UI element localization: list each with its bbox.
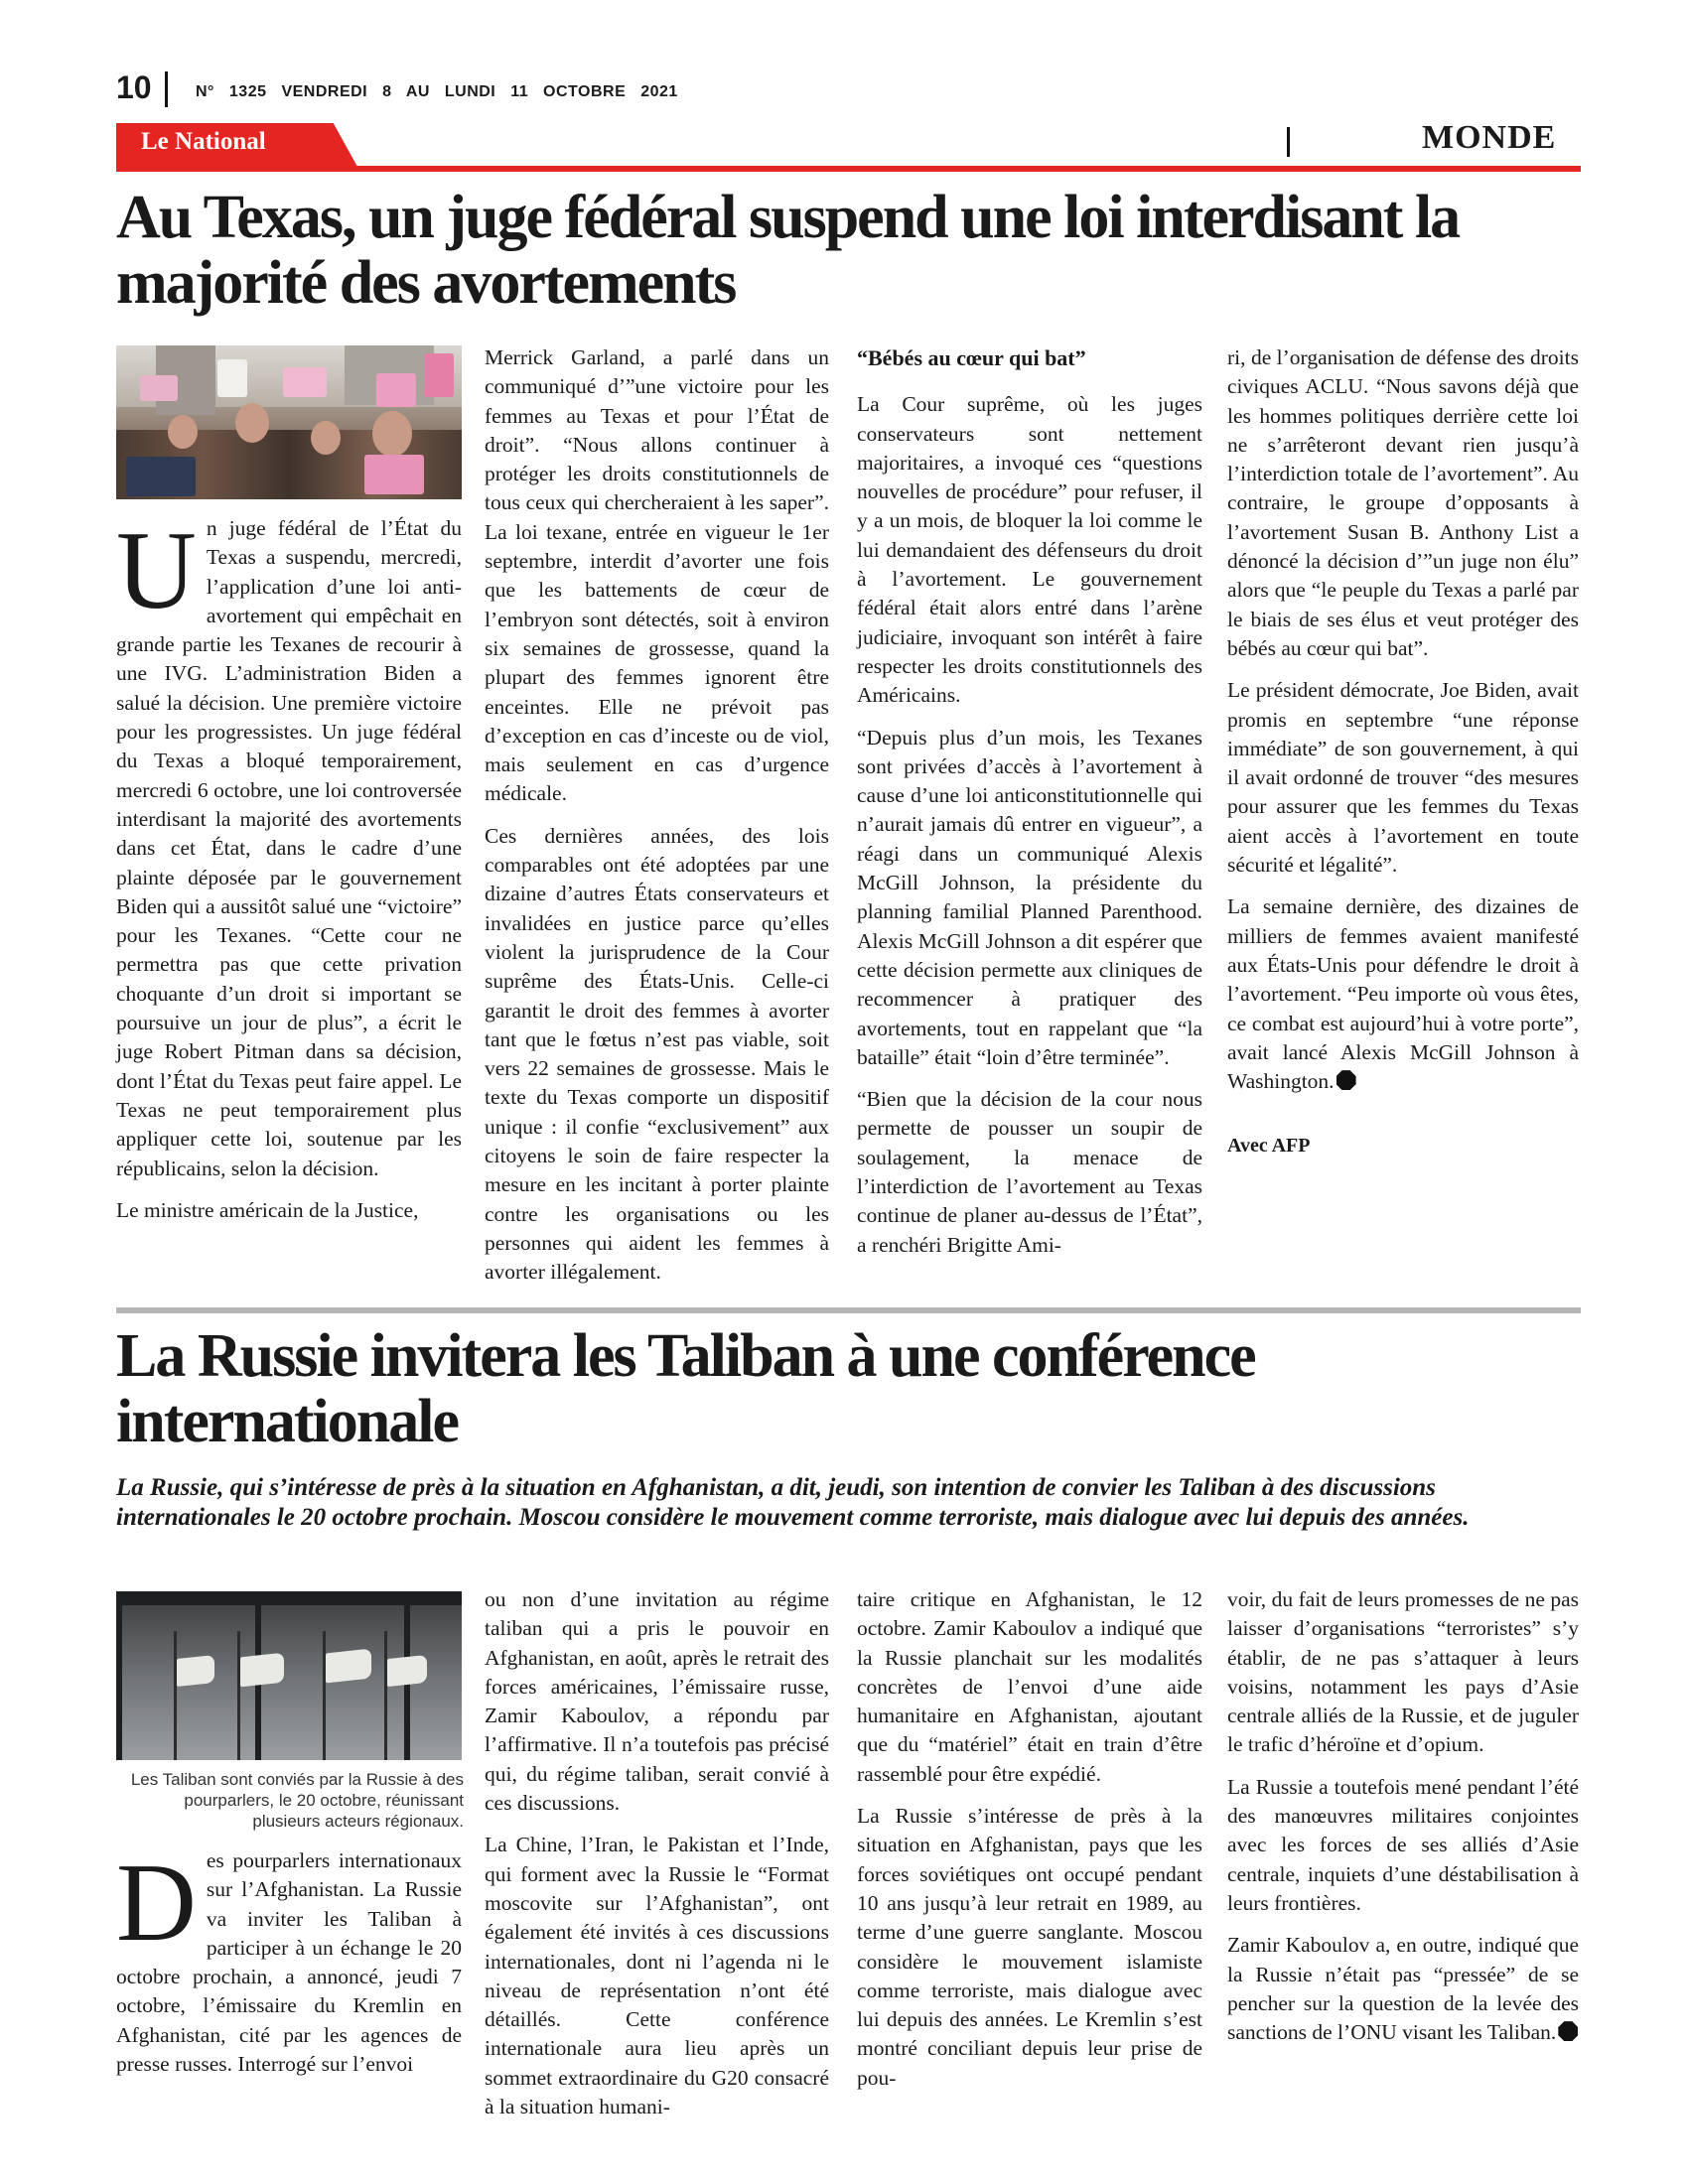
- paragraph: ou non d’une invitation au régime taliban qui a pris le pouvoir en Afghanistan, en août, après le retrait des forces américaines, l’émissaire russe, Zamir Kaboulov, a répondu par l’affirmative. Il n’a toutefois pas précisé qui, du régime taliban, serait convié à ces discussions.: [485, 1587, 829, 1816]
- paragraph: La semaine dernière, des dizaines de milliers de femmes avaient manifesté aux États-Unis pour défendre le droit à l’avortement. “Peu importe où vous êtes, ce combat est aujourd’hui à votre porte”, avait lancé Alexis McGill Johnson à Washington.: [1227, 894, 1579, 1094]
- page-number-divider: [165, 71, 168, 107]
- paragraph: La Chine, l’Iran, le Pakistan et l’Inde, qui forment avec la Russie le “Format moscovite sur l’Afghanistan”, ont également été invités à ces discussions internationales, dont ni l’agenda ni le niveau de représentation n’ont été détaillés. Cette conférence internationale aura lieu après un sommet extraordinaire du G20 consacré à la situation humani-: [485, 1833, 829, 2119]
- paragraph: voir, du fait de leurs promesses de ne pas laisser d’organisations “terroristes” s’y établir, de ne pas s’attaquer à leurs voisins, notamment les pays d’Asie centrale alliés de la Russie, et de juguler le trafic d’héroïne et d’opium.: [1227, 1587, 1579, 1757]
- paragraph: “Bien que la décision de la cour nous permette de pousser un soupir de soulagement, la menace de l’interdiction de l’avortement au Texas continue de planer au-dessus de l’État”, a renchéri Brigitte Ami-: [857, 1087, 1202, 1257]
- article2-headline: La Russie invitera les Taliban à une conférence internationale: [116, 1322, 1255, 1455]
- paragraph: ri, de l’organisation de défense des droits civiques ACLU. “Nous savons déjà que les hommes politiques derrière cette loi ne s’arrêteront devant rien jusqu’à l’interdiction totale de l’avortement”. Au contraire, le groupe d’opposants à l’avortement Susan B. Anthony List a dénoncé la décision d’”un juge non élu” alors que “le peuple du Texas a parlé par le biais de ses élus et veut protéger des bébés au cœur qui bat”.: [1227, 345, 1579, 660]
- paragraph: Le président démocrate, Joe Biden, avait promis en septembre “une réponse immédiate” de son gouvernement, à qui il avait ordonné de trouver “des mesures pour assurer que les femmes du Texas aient accès à l’avortement en toute sécurité et légalité”.: [1227, 678, 1579, 878]
- paragraph: taire critique en Afghanistan, le 12 octobre. Zamir Kaboulov a indiqué que la Russie planchait sur les modalités concrètes de l’envoi d’une aide humanitaire en Afghanistan, ajoutant que du “matériel” était en train d’être rassemblé pour être expédié.: [857, 1587, 1202, 1786]
- paragraph: “Depuis plus d’un mois, les Texanes sont privées d’accès à l’avortement à cause d’une loi anticonstitutionnelle qui n’aurait jamais dû entrer en vigueur”, a réagi dans un communiqué Alexis McGill Johnson, la présidente du planning familial Planned Parenthood. Alexis McGill Johnson a dit espérer que cette décision permette aux cliniques de recommencer à pratiquer des avortements, tout en rappelant que “la bataille” était “loin d’être terminée”.: [857, 725, 1202, 1069]
- page-number: 10: [116, 69, 152, 105]
- photo-caption: Les Taliban sont conviés par la Russie à des pourparlers, le 20 octobre, réunissant plusieurs acteurs régionaux.: [130, 1770, 464, 1831]
- subheading: “Bébés au cœur qui bat”: [857, 345, 1086, 370]
- article1-column-3: [857, 343, 1202, 1260]
- end-mark-icon: [1336, 1070, 1356, 1090]
- paragraph: Merrick Garland, a parlé dans un communiqué d’”une victoire pour les femmes au Texas et pour l’État de droit”. “Nous allons continuer à protéger les droits constitutionnels de tous ceux qui chercheraient à les saper”. La loi texane, entrée en vigueur le 1er septembre, interdit d’avorter une fois que les battements de cœur de l’embryon sont détectés, soit à environ six semaines de grossesse, quand la plupart des femmes ignorent être enceintes. Elle ne prévoit pas d’exception en cas d’inceste ou de viol, mais seulement en cas d’urgence médicale.: [485, 345, 829, 806]
- dropcap-letter: D: [116, 1842, 197, 1965]
- article1-headline: Au Texas, un juge fédéral suspend une loi interdisant la majorité des avortements: [116, 184, 1460, 317]
- article2-column-3: [857, 1585, 1202, 2093]
- protest-photo: [116, 345, 462, 499]
- paragraph: Le ministre américain de la Justice,: [116, 1197, 419, 1222]
- end-mark-icon: [1558, 2021, 1578, 2041]
- article1-column-4: [1227, 343, 1579, 1174]
- article2-column-4: [1227, 1585, 1579, 2047]
- article1-column-2: [485, 343, 829, 1288]
- paragraph: Ces dernières années, des lois comparables ont été adoptées par une dizaine d’autres États conservateurs et invalidées en justice parce qu’elles violent la jurisprudence de la Cour suprême des États-Unis. Celle-ci garantit le droit des femmes à avorter tant que le fœtus n’est pas viable, soit vers 22 semaines de grossesse. Mais le texte du Texas comporte un dispositif unique : il confie “exclusivement” aux citoyens le soin de faire respecter la mesure en les incitant à porter plainte contre les organisations ou les personnes qui aident les femmes à avorter illégalement.: [485, 823, 829, 1285]
- article2-column-1: [116, 1842, 462, 2079]
- section-label: MONDE: [1422, 119, 1557, 156]
- header-rule: [116, 166, 1581, 172]
- article1-column-1: [116, 509, 462, 1225]
- article2-column-2: [485, 1585, 829, 2121]
- paragraph: La Russie s’intéresse de près à la situation en Afghanistan, pays que les forces soviétiques ont occupé pendant 10 ans jusqu’à leur retrait en 1989, au terme d’une guerre sanglante. Moscou considère le mouvement islamiste comme terroriste, mais dialogue avec lui depuis des années. Le Kremlin s’est montré conciliant depuis leur prise de pou-: [857, 1804, 1202, 2090]
- taliban-flags-photo: [116, 1591, 462, 1760]
- paragraph: La Cour suprême, où les juges conservateurs sont nettement majoritaires, a invoqué ces “questions nouvelles de procédure” pour refuser, il y a un mois, de bloquer la loi comme le lui demandaient des défenseurs du droit à l’avortement. Le gouvernement fédéral était alors entré dans l’arène judiciaire, invoquant son intérêt à faire respecter les droits constitutionnels des Américains.: [857, 392, 1202, 708]
- article2-deck: La Russie, qui s’intéresse de près à la situation en Afghanistan, a dit, jeudi, son intention de convier les Taliban à des discussions internationales le 20 octobre prochain. Moscou considère le mouvement comme terroriste, mais dialogue avec lui depuis des années.: [116, 1474, 1470, 1531]
- paragraph: La Russie a toutefois mené pendant l’été des manœuvres militaires conjointes avec les forces de ses alliés d’Asie centrale, inquiets d’une déstabilisation à leurs frontières.: [1227, 1774, 1579, 1915]
- dropcap-letter: U: [116, 509, 197, 632]
- paragraph: es pourparlers internationaux sur l’Afghanistan. La Russie va inviter les Taliban à participer à un échange le 20 octobre prochain, a annoncé, jeudi 7 octobre, l’émissaire du Kremlin en Afghanistan, cité par les agences de presse russes. Interrogé sur l’envoi: [116, 1848, 462, 2077]
- section-divider: [1287, 127, 1290, 157]
- brand-name: Le National: [141, 128, 266, 155]
- paragraph: Zamir Kaboulov a, en outre, indiqué que la Russie n’était pas “pressée” de se pencher sur la question de la levée des sanctions de l’ONU visant les Taliban.: [1227, 1933, 1579, 2045]
- paragraph: n juge fédéral de l’État du Texas a suspendu, mercredi, l’application d’une loi anti-avortement qui empêchait en grande partie les Texanes de recourir à une IVG. L’administration Biden a salué la décision. Une première victoire pour les progressistes. Un juge fédéral du Texas a bloqué temporairement, mercredi 6 octobre, une loi controversée interdisant la majorité des avortements dans cet État, dans le cadre d’une plainte déposée par le gouvernement Biden qui a aussitôt salué une “victoire” pour les Texanes. “Cette cour ne permettra pas que cette privation choquante d’un droit si important se poursuive un jour de plus”, a écrit le juge Robert Pitman dans sa décision, dont l’État du Texas peut faire appel. Le Texas ne peut temporairement plus appliquer cette loi, soutenue par les républicains, selon la décision.: [116, 516, 462, 1180]
- author-credit: Avec AFP: [1227, 1135, 1311, 1158]
- article-divider: [116, 1307, 1581, 1313]
- issue-info: N° 1325 VENDREDI 8 AU LUNDI 11 OCTOBRE 2021: [196, 83, 678, 100]
